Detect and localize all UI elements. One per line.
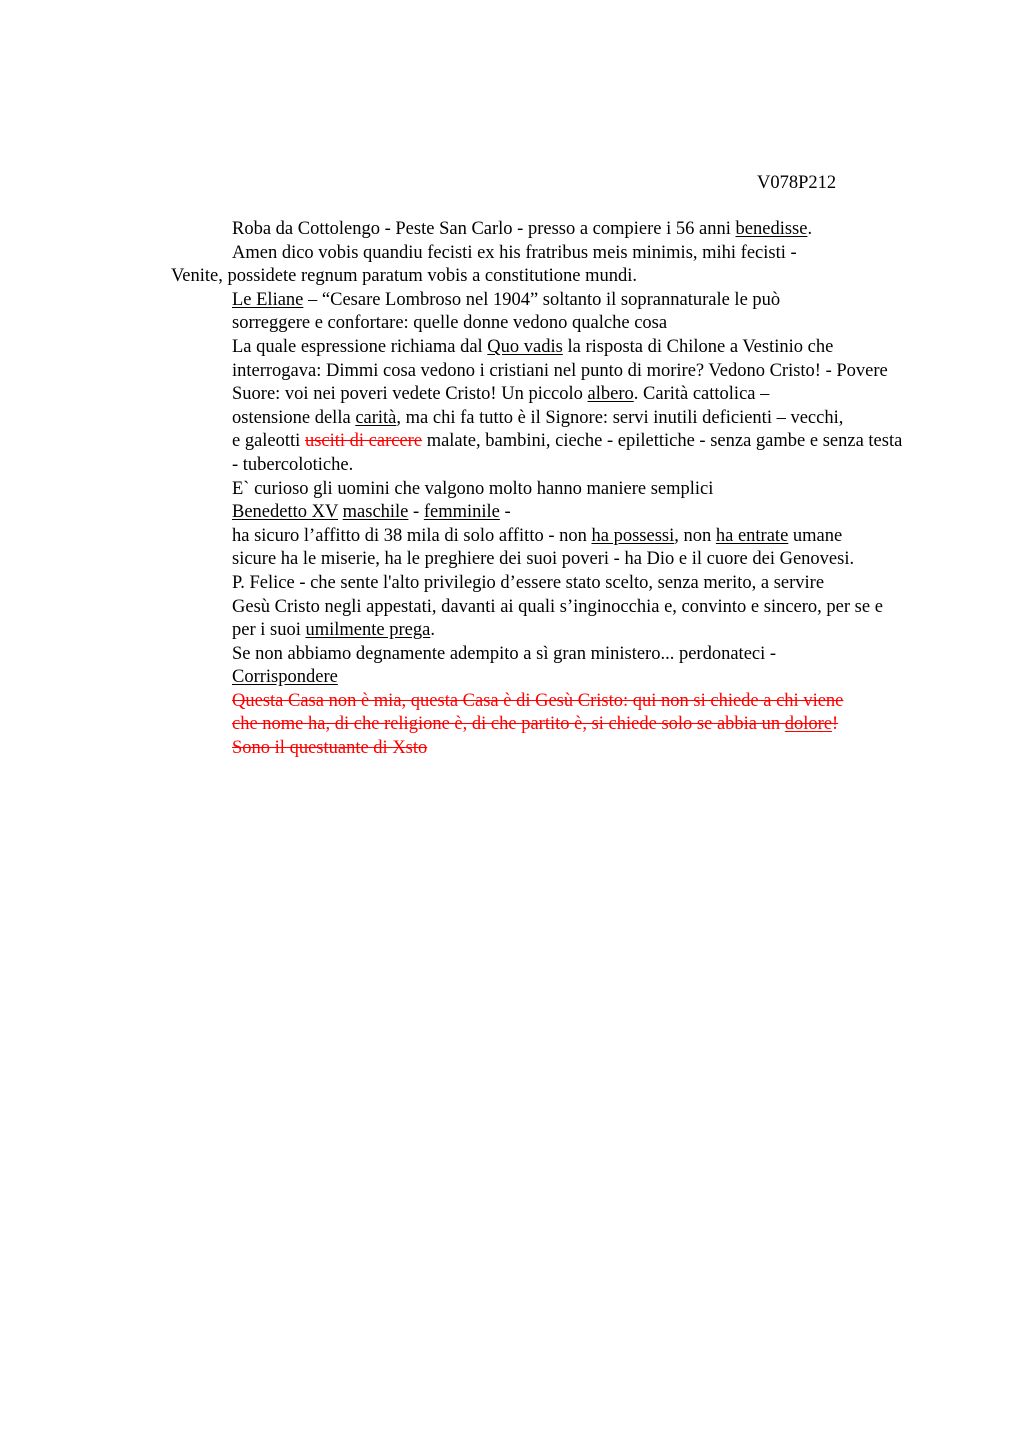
- underlined-deleted-text: dolore: [784, 714, 833, 735]
- text: -: [499, 502, 511, 523]
- text-line: [171, 666, 923, 690]
- deleted-text: Questa Casa non è mia, questa Casa è di Gesù Cristo: qui non si chiede a chi viene: [232, 690, 844, 711]
- text: .: [430, 620, 435, 641]
- text: umane: [788, 525, 843, 546]
- paragraph-12-deleted: Sono il questuante di Xsto: [232, 738, 428, 759]
- text-line: [171, 619, 923, 643]
- text: Amen dico vobis quandiu fecisti ex his fratribus meis minimis, mihi fecisti -: [232, 242, 797, 263]
- paragraph-7: [171, 501, 923, 525]
- text: P. Felice - che sente l'alto privilegio d’essere stato scelto, senza merito, a servire: [232, 572, 825, 593]
- underlined-text: maschile: [342, 502, 409, 523]
- paragraph-3: [171, 289, 923, 336]
- text: la risposta di Chilone a Vestinio che: [562, 336, 834, 357]
- deleted-text: usciti di carcere: [304, 431, 423, 452]
- text-line: [171, 430, 923, 454]
- paragraph-10: [171, 643, 923, 690]
- text: Roba da Cottolengo - Peste San Carlo - presso a compiere i 56 anni: [232, 219, 736, 239]
- underlined-text: ha entrate: [715, 525, 789, 546]
- deleted-text: !: [832, 714, 839, 735]
- text: .: [807, 219, 813, 239]
- text: e galeotti: [232, 431, 305, 452]
- paragraph-4: [171, 336, 923, 407]
- text: , non: [674, 525, 716, 546]
- text-line: [171, 383, 923, 407]
- text: La quale espressione richiama dal: [232, 336, 488, 357]
- text-line: interrogava: Dimmi cosa vedono i cristiani nel punto di morire? Vedono Cristo! - Povere: [232, 360, 888, 381]
- document-body: [171, 218, 923, 761]
- text: Se non abbiamo degnamente adempito a sì gran ministero... perdonateci -: [232, 643, 777, 664]
- text-line: Venite, possidete regnum paratum vobis a constitutione mundi.: [171, 266, 638, 287]
- underlined-text: ha possessi: [591, 525, 675, 546]
- underlined-text: Benedetto XV: [232, 502, 339, 523]
- deleted-text: che nome ha, di che religione è, di che partito è, si chiede solo se abbia un: [232, 714, 785, 735]
- text-line: - tubercolotiche.: [232, 454, 354, 475]
- text: ostensione della: [232, 407, 356, 428]
- text: . Carità cattolica –: [633, 384, 770, 405]
- underlined-text: Corrispondere: [232, 667, 338, 688]
- underlined-text: carità: [355, 407, 397, 428]
- paragraph-5: [171, 407, 923, 478]
- underlined-text: Le Eliane: [232, 289, 304, 310]
- page-identifier: V078P212: [757, 173, 837, 193]
- paragraph-1: [171, 218, 923, 242]
- paragraph-8: [171, 525, 923, 572]
- underlined-text: benedisse: [735, 219, 808, 239]
- paragraph-6: E` curioso gli uomini che valgono molto hanno maniere semplici: [232, 478, 714, 499]
- paragraph-11-deleted: [171, 690, 923, 737]
- text-line: Gesù Cristo negli appestati, davanti ai quali s’inginocchia e, convinto e sincero, per se e: [232, 596, 883, 617]
- text-line: [171, 713, 923, 737]
- underlined-text: umilmente prega: [305, 620, 431, 641]
- text-line: sicure ha le miserie, ha le preghiere dei suoi poveri - ha Dio e il cuore dei Genovesi.: [232, 549, 855, 570]
- text: , ma chi fa tutto è il Signore: servi inutili deficienti – vecchi,: [396, 407, 844, 428]
- underlined-text: albero: [587, 384, 634, 405]
- text: -: [408, 502, 424, 523]
- text-line: sorreggere e confortare: quelle donne vedono qualche cosa: [232, 313, 668, 334]
- text: malate, bambini, cieche - epilettiche - senza gambe e senza testa: [422, 431, 903, 452]
- underlined-text: femminile: [423, 502, 500, 523]
- text: – “Cesare Lombroso nel 1904” soltanto il soprannaturale le può: [303, 289, 781, 310]
- text: Suore: voi nei poveri vedete Cristo! Un piccolo: [232, 384, 588, 405]
- text: ha sicuro l’affitto di 38 mila di solo affitto - non: [232, 525, 592, 546]
- text: per i suoi: [232, 620, 306, 641]
- paragraph-9: [171, 572, 923, 643]
- paragraph-2: [171, 242, 923, 289]
- underlined-text: Quo vadis: [487, 336, 563, 357]
